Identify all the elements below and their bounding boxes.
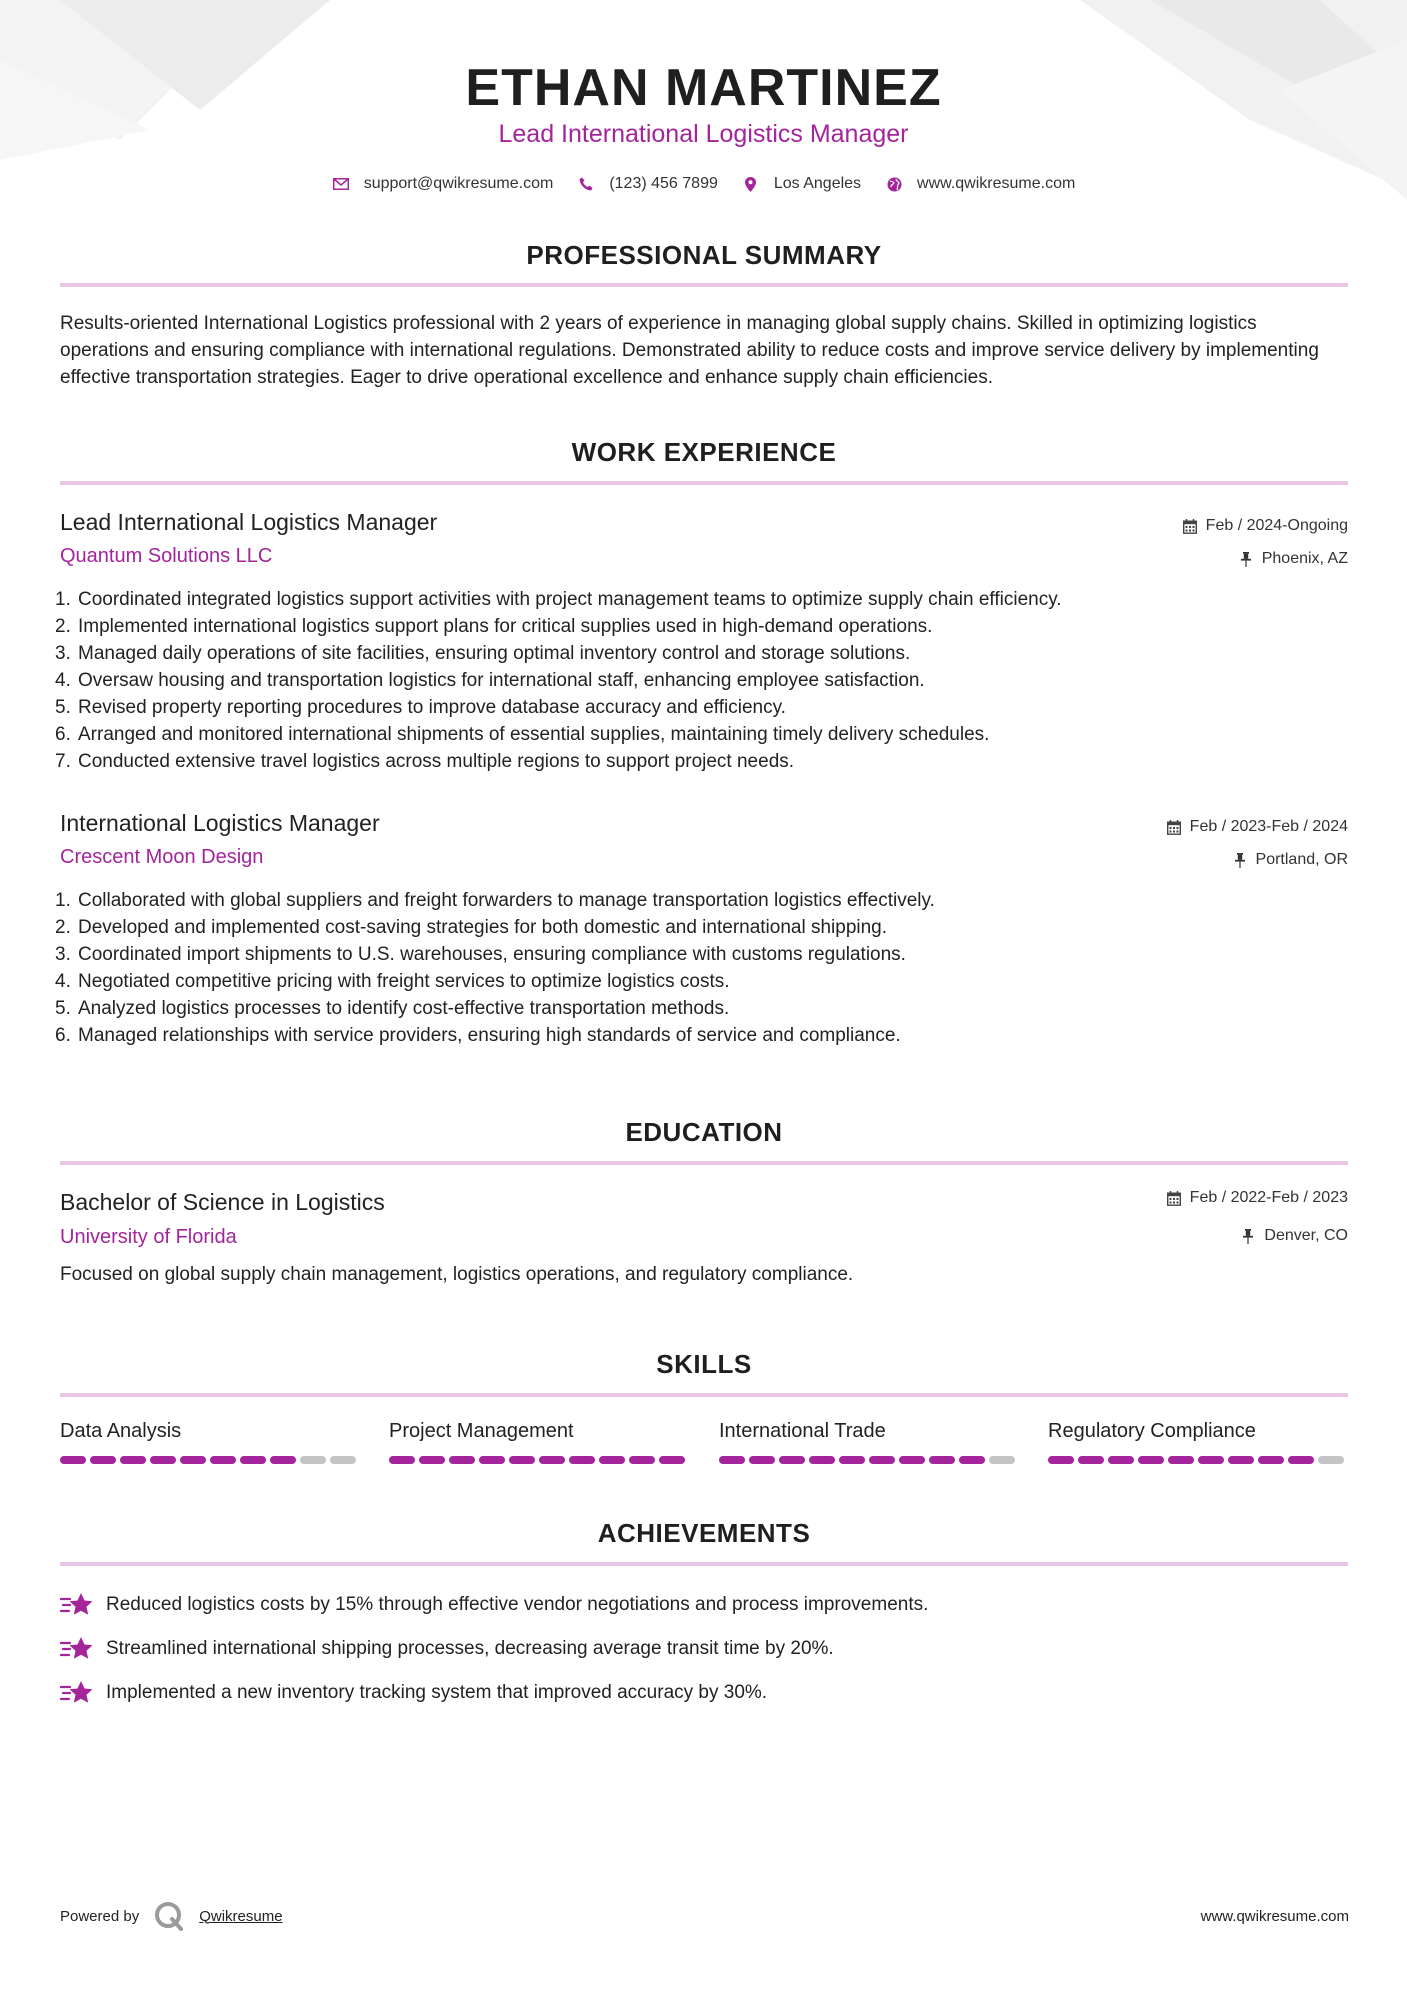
list-item: 5. Analyzed logistics processes to identify cost-effective transportation methods.: [55, 998, 730, 1019]
contact-bar: [0, 175, 1407, 193]
skill-level-bar: [1048, 1456, 1348, 1464]
qwikresume-link[interactable]: Qwikresume: [199, 1907, 283, 1925]
skill-segment-filled: [509, 1456, 535, 1464]
achievements-heading: ACHIEVEMENTS: [597, 1518, 811, 1548]
skills-heading: SKILLS: [656, 1349, 752, 1379]
contact-email-text: support@qwikresume.com: [363, 175, 554, 192]
education-description: Focused on global supply chain management, logistics operations, and regulatory compliance.: [60, 1264, 854, 1285]
contact-phone[interactable]: [577, 175, 718, 193]
skill-segment-filled: [869, 1456, 895, 1464]
skill-data-analysis: [60, 1420, 360, 1464]
list-item: 6. Managed relationships with service providers, ensuring high standards of service and compliance.: [55, 1025, 901, 1046]
education-location: [1240, 1227, 1348, 1245]
skill-label: Data Analysis: [60, 1420, 182, 1442]
education-location-text: Denver, CO: [1264, 1227, 1348, 1244]
skill-project-management: [389, 1420, 689, 1464]
skill-segment-filled: [1108, 1456, 1134, 1464]
candidate-title: Lead International Logistics Manager: [498, 120, 909, 148]
skill-segment-filled: [240, 1456, 266, 1464]
list-item: 3. Coordinated import shipments to U.S. warehouses, ensuring compliance with customs regulations.: [55, 944, 906, 965]
envelope-icon: [332, 175, 350, 193]
skill-segment-empty: [989, 1456, 1015, 1464]
skill-level-bar: [60, 1456, 360, 1464]
job-1-location-text: Phoenix, AZ: [1261, 550, 1348, 567]
footer-website-link[interactable]: www.qwikresume.com: [1200, 1908, 1349, 1925]
list-item: 3. Managed daily operations of site facilities, ensuring optimal inventory control and storage solutions.: [55, 643, 911, 664]
skills-divider: [60, 1393, 1348, 1397]
achievement-text: Implemented a new inventory tracking system that improved accuracy by 30%.: [106, 1682, 768, 1703]
skill-segment-filled: [1228, 1456, 1254, 1464]
job-2-title: International Logistics Manager: [60, 810, 380, 836]
achievement-item: [60, 1678, 767, 1708]
job-2-company: Crescent Moon Design: [60, 846, 264, 868]
job-1-company: Quantum Solutions LLC: [60, 545, 273, 567]
skill-segment-filled: [629, 1456, 655, 1464]
skill-segment-filled: [599, 1456, 625, 1464]
education-dates-text: Feb / 2022-Feb / 2023: [1189, 1189, 1348, 1206]
achievements-divider: [60, 1562, 1348, 1566]
calendar-icon: [1166, 1190, 1182, 1206]
skill-segment-filled: [1288, 1456, 1314, 1464]
summary-text: Results-oriented International Logistics professional with 2 years of experience in managing global supply chains. Skilled in optimizing logistics operations and ensuring compliance with international regulations. Demonstrated ability to reduce costs and improve service delivery by implementing effective transportation strategies. Eager to drive operational excellence and enhance supply chain efficiencies.: [60, 313, 1319, 388]
job-2-dates: [1166, 818, 1348, 836]
skill-segment-filled: [449, 1456, 475, 1464]
list-item: 5. Revised property reporting procedures to improve database accuracy and efficiency.: [55, 697, 786, 718]
education-degree: Bachelor of Science in Logistics: [60, 1189, 385, 1215]
skill-international-trade: [719, 1420, 1019, 1464]
contact-email[interactable]: [332, 175, 554, 193]
skill-segment-filled: [719, 1456, 745, 1464]
skill-level-bar: [389, 1456, 689, 1464]
skill-segment-filled: [1168, 1456, 1194, 1464]
skill-segment-filled: [150, 1456, 176, 1464]
qwikresume-logo-icon: [153, 1900, 185, 1932]
skill-segment-filled: [60, 1456, 86, 1464]
skill-segment-filled: [180, 1456, 206, 1464]
education-divider: [60, 1161, 1348, 1165]
pushpin-icon: [1238, 551, 1254, 567]
job-2-dates-text: Feb / 2023-Feb / 2024: [1189, 818, 1348, 835]
list-item: 2. Implemented international logistics support plans for critical supplies used in high-demand operations.: [55, 616, 933, 637]
skill-segment-filled: [210, 1456, 236, 1464]
list-item: 2. Developed and implemented cost-saving strategies for both domestic and international shipping.: [55, 917, 888, 938]
contact-website[interactable]: [885, 175, 1075, 193]
skill-label: International Trade: [719, 1420, 886, 1442]
job-1-location: [1238, 550, 1348, 568]
experience-divider: [60, 481, 1348, 485]
pushpin-icon: [1232, 852, 1248, 868]
skill-segment-filled: [1198, 1456, 1224, 1464]
skill-segment-filled: [90, 1456, 116, 1464]
skill-segment-filled: [270, 1456, 296, 1464]
list-item: 1. Collaborated with global suppliers and freight forwarders to manage transportation logistics effectively.: [55, 890, 935, 911]
skill-segment-filled: [959, 1456, 985, 1464]
globe-icon: [885, 175, 903, 193]
summary-divider: [60, 283, 1348, 287]
skill-regulatory-compliance: [1048, 1420, 1348, 1464]
education-heading: EDUCATION: [625, 1117, 783, 1147]
skill-segment-filled: [569, 1456, 595, 1464]
list-item: 4. Negotiated competitive pricing with freight services to optimize logistics costs.: [55, 971, 730, 992]
shooting-star-icon: [60, 1590, 94, 1620]
experience-heading: WORK EXPERIENCE: [571, 437, 837, 467]
skill-segment-filled: [479, 1456, 505, 1464]
list-item: 1. Coordinated integrated logistics support activities with project management teams to optimize supply chain efficiency.: [55, 589, 1062, 610]
skill-segment-filled: [779, 1456, 805, 1464]
job-1-dates: [1182, 517, 1348, 535]
job-1-dates-text: Feb / 2024-Ongoing: [1205, 517, 1348, 534]
achievement-text: Streamlined international shipping processes, decreasing average transit time by 20%.: [106, 1638, 834, 1659]
skill-segment-filled: [1048, 1456, 1074, 1464]
skill-segment-filled: [1258, 1456, 1284, 1464]
skill-label: Project Management: [389, 1420, 574, 1442]
summary-heading: PROFESSIONAL SUMMARY: [526, 240, 882, 270]
contact-website-text: www.qwikresume.com: [917, 175, 1076, 192]
contact-phone-text: (123) 456 7899: [609, 175, 718, 192]
pushpin-icon: [1240, 1228, 1256, 1244]
list-item: 7. Conducted extensive travel logistics across multiple regions to support project needs.: [55, 751, 795, 772]
candidate-name: ETHAN MARTINEZ: [465, 59, 942, 117]
map-pin-icon: [742, 175, 760, 193]
job-2-responsibilities: [55, 887, 1315, 1049]
skill-segment-filled: [929, 1456, 955, 1464]
contact-location: [742, 175, 861, 193]
skill-segment-filled: [809, 1456, 835, 1464]
education-school: University of Florida: [60, 1226, 237, 1248]
skill-segment-empty: [330, 1456, 356, 1464]
skill-label: Regulatory Compliance: [1048, 1420, 1256, 1442]
skill-segment-empty: [1318, 1456, 1344, 1464]
phone-icon: [577, 175, 595, 193]
list-item: 4. Oversaw housing and transportation logistics for international staff, enhancing employee satisfaction.: [55, 670, 925, 691]
job-2-location-text: Portland, OR: [1255, 851, 1348, 868]
shooting-star-icon: [60, 1634, 94, 1664]
achievement-item: [60, 1634, 834, 1664]
skill-segment-filled: [659, 1456, 685, 1464]
skill-segment-filled: [839, 1456, 865, 1464]
job-1-responsibilities: [55, 586, 1315, 775]
skill-segment-filled: [120, 1456, 146, 1464]
skill-segment-filled: [539, 1456, 565, 1464]
job-1-title: Lead International Logistics Manager: [60, 509, 438, 535]
powered-by-label: Powered by: [60, 1907, 140, 1925]
skill-segment-empty: [300, 1456, 326, 1464]
skill-level-bar: [719, 1456, 1019, 1464]
skill-segment-filled: [749, 1456, 775, 1464]
shooting-star-icon: [60, 1678, 94, 1708]
achievement-text: Reduced logistics costs by 15% through effective vendor negotiations and process improvements.: [106, 1594, 929, 1615]
calendar-icon: [1166, 819, 1182, 835]
job-2-location: [1232, 851, 1348, 869]
skill-segment-filled: [389, 1456, 415, 1464]
education-dates: [1166, 1189, 1348, 1207]
skill-segment-filled: [899, 1456, 925, 1464]
skill-segment-filled: [1078, 1456, 1104, 1464]
skill-segment-filled: [1138, 1456, 1164, 1464]
list-item: 6. Arranged and monitored international shipments of essential supplies, maintaining timely delivery schedules.: [55, 724, 990, 745]
footer-branding: [60, 1900, 283, 1932]
skill-segment-filled: [419, 1456, 445, 1464]
contact-location-text: Los Angeles: [773, 175, 862, 192]
achievement-item: [60, 1590, 928, 1620]
calendar-icon: [1182, 518, 1198, 534]
